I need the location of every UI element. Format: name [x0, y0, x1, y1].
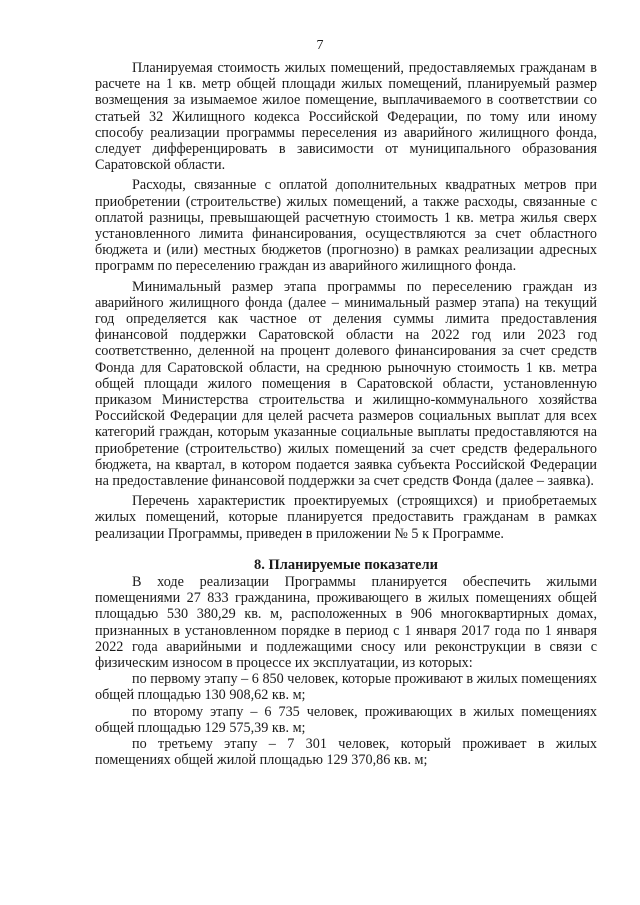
section-title: 8. Планируемые показатели	[254, 556, 438, 573]
paragraph-expenses: Расходы, связанные с оплатой дополнительных квадратных метров при приобретении (строительстве) жилых помещений, а также расходы, связанные с оплатой разницы, превышающей расчетную стоимость 1 кв. метра жилья сверх установленного лимита финансирования, осуществляются за счет областного бюджета и (или) местных бюджетов (прогнозно) в рамках реализации адресных программ по переселению граждан из аварийного жилищного фонда.	[95, 177, 597, 275]
paragraph-housing-cost: Планируемая стоимость жилых помещений, предоставляемых гражданам в расчете на 1 кв. метр общей площади жилых помещений, планируемый размер возмещения за изымаемое жилое помещение, выплачиваемого в соответствии со статьей 32 Жилищного кодекса Российской Федерации, по тому или иному способу реализации программы переселения из аварийного жилищного фонда, следует дифференцировать в зависимости от муниципального образования Саратовской области.	[95, 60, 597, 174]
paragraph-stage-3: по третьему этапу – 7 301 человек, который проживает в жилых помещениях общей жилой площадью 129 370,86 кв. м;	[95, 735, 597, 769]
page-number: 7	[316, 38, 324, 53]
paragraph-minimum-stage-size: Минимальный размер этапа программы по переселению граждан из аварийного жилищного фонда (далее – минимальный размер этапа) на текущий год определяется как частное от деления суммы лимита предоставления финансовой поддержки Саратовской области на 2022 год или 2023 год соответственно, деленной на процент долевого финансирования за счет средств Фонда для Саратовской области, на среднюю рыночную стоимость 1 кв. метра общей площади жилого помещения в Саратовской области, установленную приказом Министерства строительства и жилищно-коммунального хозяйства Российской Федерации для целей расчета размеров социальных выплат для всех категорий граждан, которым указанные социальные выплаты предоставляются на приобретение (строительство) жилых помещений за счет средств федерального бюджета, на квартал, в котором подается заявка субъекта Российской Федерации на предоставление финансовой поддержки за счет средств Фонда (далее – заявка).	[95, 278, 597, 490]
paragraph-stage-2: по второму этапу – 6 735 человек, проживающих в жилых помещениях общей площадью 129 575,39 кв. м;	[95, 703, 597, 736]
page-body	[95, 60, 597, 768]
paragraph-characteristics-list: Перечень характеристик проектируемых (строящихся) и приобретаемых жилых помещений, которые планируется предоставить гражданам в рамках реализации Программы, приведен в приложении № 5 к Программе.	[95, 493, 597, 542]
paragraph-program-targets: В ходе реализации Программы планируется обеспечить жилыми помещениями 27 833 гражданина, проживающего в жилых помещениях общей площадью 530 380,29 кв. м, расположенных в 906 многоквартирных домах, признанных в установленном порядке в период с 1 января 2017 года по 1 января 2022 года аварийными и подлежащими сносу или реконструкции в связи с физическим износом в процессе их эксплуатации, из которых:	[95, 573, 597, 671]
paragraph-stage-1: по первому этапу – 6 850 человек, которые проживают в жилых помещениях общей площадью 130 908,62 кв. м;	[95, 671, 597, 704]
